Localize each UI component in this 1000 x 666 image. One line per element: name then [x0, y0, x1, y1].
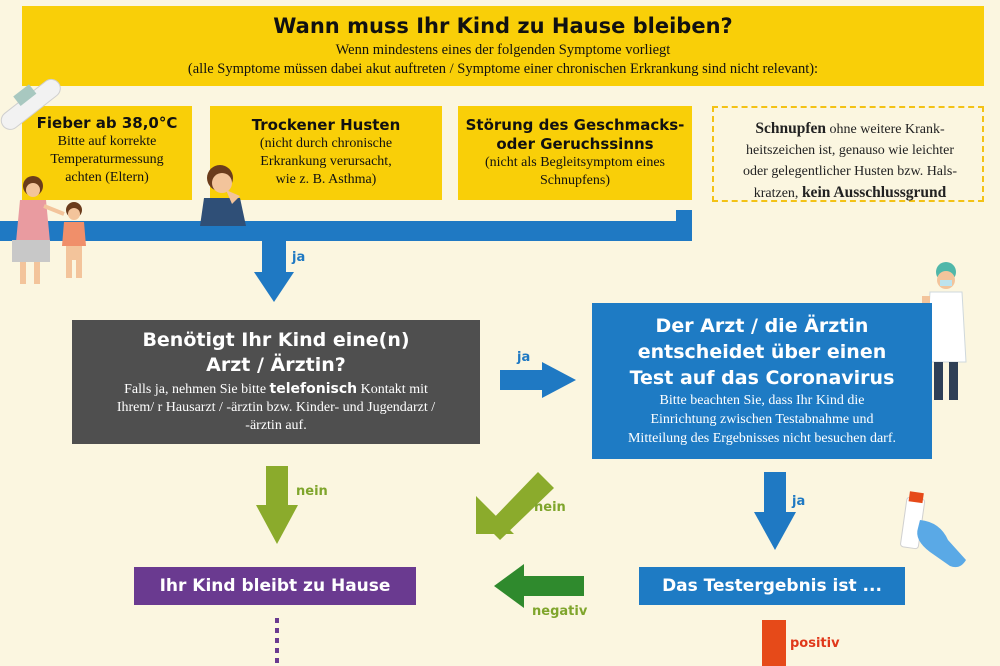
- header-subtitle-1: Wenn mindestens eines der folgenden Symptome vorliegt: [335, 42, 671, 58]
- symptom-fever-line: Temperaturmessung: [50, 152, 164, 167]
- symptom-smell-line: Schnupfens): [540, 173, 610, 188]
- symptom-cough-line: Erkrankung verursacht,: [260, 154, 392, 169]
- thermometer-icon: [0, 76, 64, 133]
- arrow-down-positiv: [762, 620, 786, 666]
- cold-note-bold-1: Schnupfen: [755, 120, 827, 137]
- question-text-bold: telefonisch: [269, 381, 358, 397]
- cold-note-line: oder gelegentlicher Husten bzw. Hals-: [742, 164, 958, 179]
- symptom-cough-line: wie z. B. Asthma): [275, 172, 377, 187]
- question-text: Ihrem/ r Hausarzt / -ärztin bzw. Kinder- und Jugendarzt /: [116, 400, 436, 415]
- arrow-left-negativ: [494, 564, 584, 608]
- symptom-smell-title-1: Störung des Geschmacks-: [465, 116, 685, 134]
- arrow-down-nein-1: [256, 466, 298, 544]
- stay-home-box: Ihr Kind bleibt zu Hause: [134, 567, 416, 605]
- doctor-title-1: Der Arzt / die Ärztin: [655, 315, 869, 337]
- label-nein-2: nein: [534, 500, 566, 515]
- label-ja-1: ja: [292, 250, 306, 265]
- question-title-2: Arzt / Ärztin?: [206, 354, 346, 376]
- symptom-cough-line: (nicht durch chronische: [259, 136, 393, 151]
- arrow-down-ja-3: [754, 472, 796, 550]
- symptom-fever-line: Bitte auf korrekte: [57, 134, 157, 149]
- doctor-text: Bitte beachten Sie, dass Ihr Kind die: [659, 393, 865, 408]
- doctor-title-3: Test auf das Coronavirus: [629, 367, 895, 389]
- arrow-down-ja-1: [254, 240, 294, 302]
- cold-note-bold-2: kein Ausschlussgrund: [801, 184, 947, 201]
- label-ja-2: ja: [517, 350, 531, 365]
- dotted-connector: [275, 618, 279, 666]
- coughing-child-icon: [200, 165, 246, 226]
- question-text: -ärztin auf.: [245, 418, 307, 433]
- doctor-title-2: entscheidet über einen: [637, 341, 887, 363]
- question-title-1: Benötigt Ihr Kind eine(n): [142, 329, 410, 351]
- label-ja-3: ja: [792, 494, 806, 509]
- test-result-box: Das Testergebnis ist ...: [639, 567, 905, 605]
- symptom-smell-line: (nicht als Begleitsymptom eines: [484, 155, 666, 170]
- symptom-fever-line: achten (Eltern): [65, 170, 149, 185]
- question-doctor-needed: [72, 320, 480, 444]
- arrow-right-ja-2: [500, 362, 576, 398]
- header-subtitle-2: (alle Symptome müssen dabei akut auftreten / Symptome einer chronischen Erkrankung sind nicht relevant):: [187, 61, 819, 77]
- label-positiv: positiv: [790, 636, 840, 651]
- symptom-smell-title-2: oder Geruchssinns: [496, 135, 654, 153]
- cold-note-line: heitszeichen ist, genauso wie leichter: [746, 143, 954, 158]
- cold-note-line: kratzen,: [753, 186, 802, 201]
- test-tube-glove-icon: [900, 491, 966, 567]
- page-title: Wann muss Ihr Kind zu Hause bleiben?: [273, 14, 733, 38]
- symptom-cough-title: Trockener Husten: [251, 116, 401, 134]
- doctor-decision-box: [592, 303, 932, 459]
- label-nein-1: nein: [296, 484, 328, 499]
- mother-child-icon: [12, 176, 86, 284]
- symptom-fever-title: Fieber ab 38,0°C: [36, 114, 178, 132]
- question-text: Falls ja, nehmen Sie bitte: [124, 382, 270, 397]
- doctor-text: Einrichtung zwischen Testabnahme und: [650, 412, 874, 427]
- label-negativ: negativ: [532, 604, 588, 619]
- cold-note-line: ohne weitere Krank-: [826, 122, 945, 137]
- doctor-text: Mitteilung des Ergebnisses nicht besuchen darf.: [627, 431, 897, 446]
- question-text: Kontakt mit: [357, 382, 428, 397]
